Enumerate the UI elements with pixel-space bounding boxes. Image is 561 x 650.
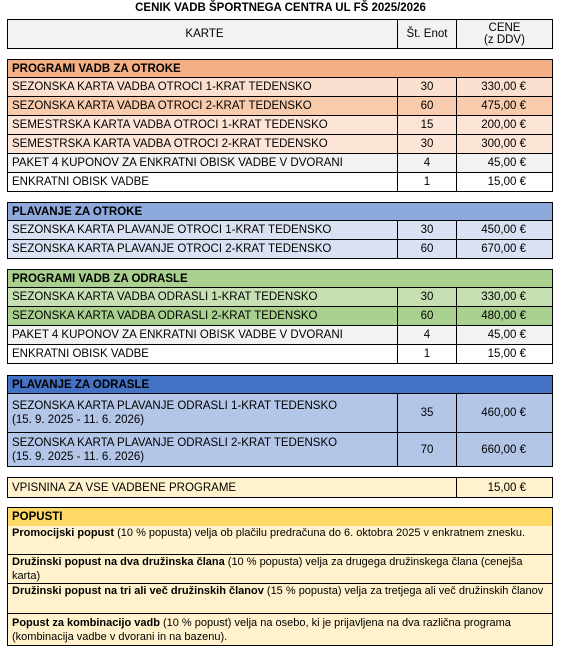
ticket-units: 1 — [397, 172, 457, 192]
ticket-name: ENKRATNI OBISK VADBE — [7, 344, 398, 364]
ticket-name — [7, 432, 398, 467]
ticket-name: PAKET 4 KUPONOV ZA ENKRATNI OBISK VADBE V DVORANI — [7, 153, 398, 173]
ticket-units: 4 — [397, 153, 457, 173]
ticket-price: 480,00 € — [456, 306, 553, 326]
ticket-units: 35 — [397, 393, 457, 433]
discount-text: (10 % popusta) velja ob plačilu predračuna do 6. oktobra 2025 v enkratnem znesku. — [114, 527, 525, 539]
section-heading-children-programs: PROGRAMI VADB ZA OTROKE — [7, 59, 553, 78]
ticket-units: 30 — [397, 134, 457, 154]
header-prices — [456, 19, 553, 49]
ticket-price: 15,00 € — [456, 172, 553, 192]
ticket-price: 45,00 € — [456, 153, 553, 173]
ticket-price: 45,00 € — [456, 325, 553, 345]
ticket-name: SEMESTRSKA KARTA VADBA OTROCI 1-KRAT TEDENSKO — [7, 115, 398, 135]
ticket-name-line2: (15. 9. 2025 - 11. 6. 2026) — [12, 414, 145, 426]
discount-item — [7, 555, 553, 584]
header-prices-line1: CENE — [488, 22, 521, 34]
header-karte: KARTE — [7, 19, 398, 49]
enrollment-name: VPISNINA ZA VSE VADBENE PROGRAME — [7, 477, 457, 498]
discount-text: (10 % popust) velja na osebo, ki je prijavljena na dva različna programa (kombinacija vadbe v dvorani in na bazenu). — [12, 617, 511, 643]
table-row — [7, 115, 553, 134]
enrollment-row — [7, 477, 553, 497]
ticket-name: SEZONSKA KARTA VADBA OTROCI 1-KRAT TEDENSKO — [7, 77, 398, 97]
table-row — [7, 393, 553, 432]
discount-title: Družinski popust na dva družinska člana — [12, 556, 225, 568]
ticket-units: 30 — [397, 77, 457, 97]
discount-text: (15 % popusta) velja za tretjega ali več družinskih članov — [263, 585, 544, 597]
ticket-units: 60 — [397, 96, 457, 116]
ticket-name: PAKET 4 KUPONOV ZA ENKRATNI OBISK VADBE V DVORANI — [7, 325, 398, 345]
ticket-units: 1 — [397, 344, 457, 364]
ticket-name-line1: SEZONSKA KARTA PLAVANJE ODRASLI 1-KRAT TEDENSKO — [12, 400, 338, 412]
enrollment-price: 15,00 € — [456, 477, 553, 498]
ticket-units: 60 — [397, 239, 457, 259]
ticket-price: 450,00 € — [456, 220, 553, 240]
table-row — [7, 306, 553, 325]
ticket-price: 460,00 € — [456, 393, 553, 433]
section-heading-adult-programs: PROGRAMI VADB ZA ODRASLE — [7, 269, 553, 288]
discount-item — [7, 614, 553, 646]
ticket-price: 330,00 € — [456, 287, 553, 307]
table-row — [7, 96, 553, 115]
table-row — [7, 77, 553, 96]
ticket-name: SEZONSKA KARTA PLAVANJE OTROCI 2-KRAT TEDENSKO — [7, 239, 398, 259]
ticket-price: 660,00 € — [456, 432, 553, 467]
table-row — [7, 172, 553, 191]
table-row — [7, 344, 553, 363]
section-heading-children-swimming: PLAVANJE ZA OTROKE — [7, 202, 553, 221]
discount-title: Promocijski popust — [12, 527, 115, 539]
header-units: Št. Enot — [397, 19, 457, 49]
ticket-units: 30 — [397, 220, 457, 240]
ticket-name — [7, 393, 398, 433]
ticket-units: 30 — [397, 287, 457, 307]
table-header — [7, 19, 553, 49]
section-heading-adult-swimming: PLAVANJE ZA ODRASLE — [7, 375, 553, 394]
discount-item — [7, 526, 553, 555]
discount-text: (10 % popusta) velja za drugega družinskega člana (cenejša karta) — [12, 556, 523, 582]
ticket-price: 300,00 € — [456, 134, 553, 154]
discount-item — [7, 584, 553, 614]
discount-title: Družinski popust na tri ali več družinskih članov — [12, 585, 264, 597]
discounts-heading: POPUSTI — [7, 507, 553, 527]
ticket-price: 670,00 € — [456, 239, 553, 259]
ticket-price: 475,00 € — [456, 96, 553, 116]
table-row — [7, 287, 553, 306]
ticket-name: SEZONSKA KARTA VADBA ODRASLI 1-KRAT TEDENSKO — [7, 287, 398, 307]
ticket-name: ENKRATNI OBISK VADBE — [7, 172, 398, 192]
ticket-name-line2: (15. 9. 2025 - 11. 6. 2026) — [12, 450, 145, 463]
table-row — [7, 220, 553, 239]
table-row — [7, 325, 553, 344]
ticket-units: 70 — [397, 432, 457, 467]
ticket-name: SEZONSKA KARTA VADBA OTROCI 2-KRAT TEDENSKO — [7, 96, 398, 116]
table-row — [7, 153, 553, 172]
ticket-name: SEZONSKA KARTA PLAVANJE OTROCI 1-KRAT TEDENSKO — [7, 220, 398, 240]
ticket-units: 60 — [397, 306, 457, 326]
ticket-price: 330,00 € — [456, 77, 553, 97]
table-row — [7, 134, 553, 153]
ticket-name-line1: SEZONSKA KARTA PLAVANJE ODRASLI 2-KRAT TEDENSKO — [12, 436, 338, 449]
header-prices-line2: (z DDV) — [484, 34, 525, 46]
page-title: CENIK VADB ŠPORTNEGA CENTRA UL FŠ 2025/2026 — [135, 2, 426, 14]
discount-title: Popust za kombinacijo vadb — [12, 617, 160, 629]
ticket-units: 15 — [397, 115, 457, 135]
ticket-price: 200,00 € — [456, 115, 553, 135]
ticket-name: SEMESTRSKA KARTA VADBA OTROCI 2-KRAT TEDENSKO — [7, 134, 398, 154]
table-row — [7, 432, 553, 466]
ticket-name: SEZONSKA KARTA VADBA ODRASLI 2-KRAT TEDENSKO — [7, 306, 398, 326]
ticket-units: 4 — [397, 325, 457, 345]
table-row — [7, 239, 553, 258]
ticket-price: 15,00 € — [456, 344, 553, 364]
